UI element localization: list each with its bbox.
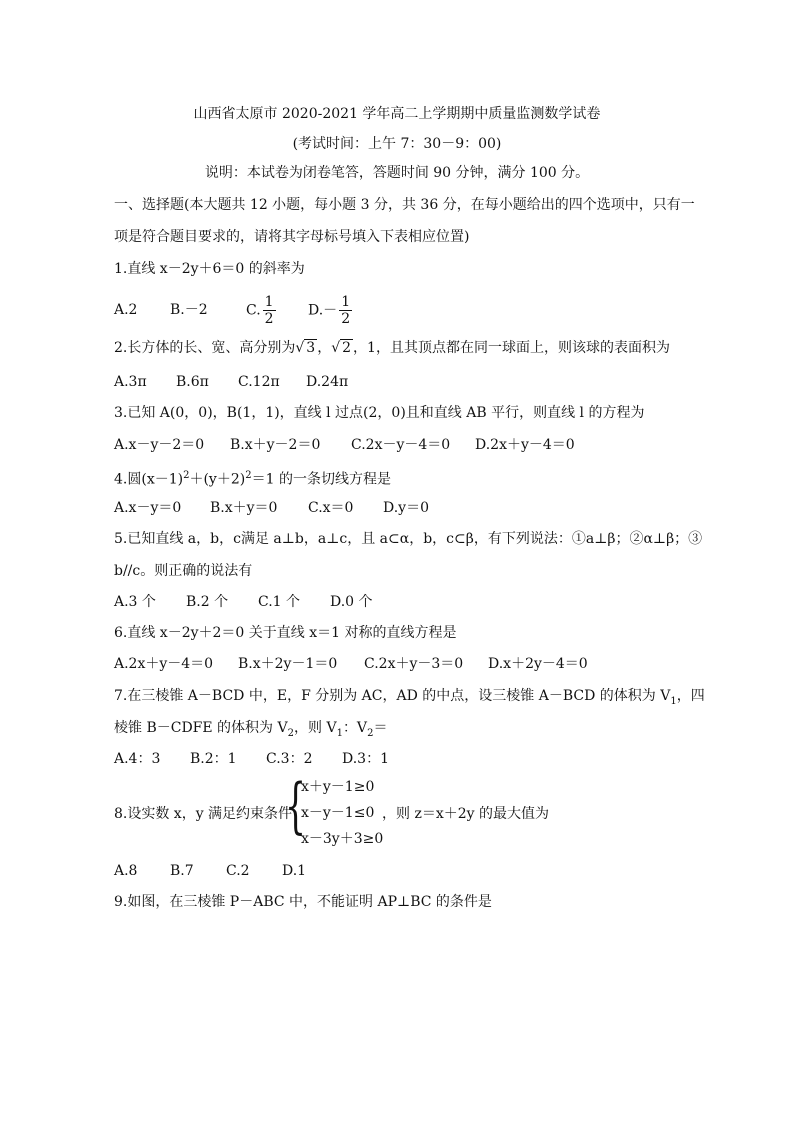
q2-options xyxy=(114,372,348,392)
sqrt-2: √ 2 xyxy=(331,340,352,356)
subscript: 2 xyxy=(367,727,374,739)
q2-option-d: D.24π xyxy=(306,374,349,390)
superscript: 2 xyxy=(183,470,190,481)
q5-option-d: D.0 个 xyxy=(330,594,373,610)
q1-option-b: B.－2 xyxy=(170,302,208,318)
q5-stem-line2: b//c。则正确的说法有 xyxy=(114,563,253,579)
fraction-denominator: 2 xyxy=(264,310,274,327)
q1-option-d xyxy=(308,294,354,327)
q8-constraint-system xyxy=(285,771,384,848)
q1-options xyxy=(114,292,354,328)
q1-option-a: A.2 xyxy=(114,302,138,318)
q9-stem: 9.如图，在三棱锥 P－ABC 中，不能证明 AP⊥BC 的条件是 xyxy=(114,894,492,910)
q5-option-b: B.2 个 xyxy=(186,594,229,610)
q1-option-c-fraction xyxy=(263,294,276,327)
q2-option-b: B.6π xyxy=(176,374,209,390)
q3-option-c: C.2x－y－4＝0 xyxy=(351,437,451,453)
section-heading-line2: 项是符合题目要求的，请将其字母标号填入下表相应位置) xyxy=(114,229,470,245)
q2-stem-post: ，1，且其顶点都在同一球面上，则该球的表面积为 xyxy=(353,340,670,356)
q1-option-c xyxy=(246,294,308,327)
q4-stem xyxy=(114,466,391,490)
q6-option-a: A.2x＋y－4＝0 xyxy=(114,656,214,672)
section-heading-line1: 一、选择题(本大题共 12 小题，每小题 3 分，共 36 分，在每小题给出的四个选项中，只有一 xyxy=(114,197,695,213)
constraint-3: x－3y＋3≥0 xyxy=(301,831,384,847)
q8-stem-post: ，则 z＝x＋2y 的最大值为 xyxy=(382,806,549,822)
q8-option-b: B.7 xyxy=(170,863,194,879)
q8-option-c: C.2 xyxy=(226,863,250,879)
q8-stem-pre: 8.设实数 x，y 满足约束条件 xyxy=(114,806,293,822)
q3-option-d: D.2x＋y－4＝0 xyxy=(475,437,575,453)
q4-stem-mid: ＋(y＋2) xyxy=(189,471,246,488)
q6-option-c: C.2x＋y－3＝0 xyxy=(364,656,464,672)
q1-option-d-prefix: D.－ xyxy=(308,302,338,318)
q2-option-a: A.3π xyxy=(114,374,147,390)
q7-line2-pre: 棱锥 B－CDFE 的体积为 V xyxy=(114,720,288,736)
q3-stem: 3.已知 A(0，0)，B(1，1)，直线 l 过点(2，0)且和直线 AB 平行，则直线 l 的方程为 xyxy=(114,405,645,421)
superscript: 2 xyxy=(245,470,252,481)
q4-options xyxy=(114,498,429,518)
q7-line2-mid2: ：V xyxy=(342,720,368,736)
q7-stem-line1 xyxy=(114,686,705,712)
exam-note: 说明：本试卷为闭卷笔答，答题时间 90 分钟，满分 100 分。 xyxy=(204,165,590,181)
q2-stem xyxy=(114,338,670,358)
fraction-denominator: 2 xyxy=(341,310,351,327)
q1-option-c-prefix: C. xyxy=(246,302,261,318)
q4-option-d: D.y＝0 xyxy=(383,500,429,516)
q8-option-a: A.8 xyxy=(114,863,138,879)
q4-stem-pre: 4.圆(x－1) xyxy=(114,471,184,488)
q2-stem-pre: 2.长方体的长、宽、高分别为 xyxy=(114,340,296,356)
q7-line1-pre: 7.在三棱锥 A－BCD 中，E，F 分别为 AC，AD 的中点，设三棱锥 A－BCD 的体积为 V xyxy=(114,688,671,704)
q2-separator: ， xyxy=(317,340,332,356)
sqrt-3: √ 3 xyxy=(295,340,316,356)
q7-option-b: B.2：1 xyxy=(190,751,237,767)
left-brace-icon: { xyxy=(285,771,307,841)
q6-options xyxy=(114,654,588,674)
constraint-2: x－y－1≤0 xyxy=(301,805,375,821)
q7-option-d: D.3：1 xyxy=(342,751,389,767)
subscript: 1 xyxy=(670,695,677,707)
q5-option-a: A.3 个 xyxy=(114,594,156,610)
q6-stem: 6.直线 x－2y＋2＝0 关于直线 x＝1 对称的直线方程是 xyxy=(114,625,457,641)
q4-stem-post: ＝1 的一条切线方程是 xyxy=(251,471,391,488)
q3-option-a: A.x－y－2＝0 xyxy=(114,437,205,453)
q8-options xyxy=(114,861,306,881)
q5-option-c: C.1 个 xyxy=(258,594,301,610)
fraction-numerator: 1 xyxy=(264,293,274,310)
q3-options xyxy=(114,435,575,455)
q4-option-b: B.x＋y＝0 xyxy=(210,500,278,516)
q3-option-b: B.x＋y－2＝0 xyxy=(230,437,321,453)
q5-stem-line1: 5.已知直线 a，b，c满足 a⊥b，a⊥c，且 a⊂α，b，c⊂β，有下列说法：①a⊥β；②α⊥β；③ xyxy=(114,531,703,547)
q6-option-b: B.x＋2y－1＝0 xyxy=(238,656,338,672)
q2-option-c: C.12π xyxy=(238,374,280,390)
q1-option-d-fraction xyxy=(339,294,352,327)
q7-line2-mid: ，则 V xyxy=(294,720,337,736)
exam-time: (考试时间：上午 7：30－9：00) xyxy=(292,136,502,152)
q5-options xyxy=(114,592,373,612)
q1-stem: 1.直线 x－2y＋6＝0 的斜率为 xyxy=(114,261,305,277)
q7-option-a: A.4：3 xyxy=(114,751,161,767)
page-title: 山西省太原市 2020-2021 学年高二上学期期中质量监测数学试卷 xyxy=(193,106,601,122)
q8-option-d: D.1 xyxy=(282,863,307,879)
q4-option-c: C.x＝0 xyxy=(308,500,354,516)
constraint-1: x＋y－1≥0 xyxy=(301,779,375,795)
radicand: 3 xyxy=(306,340,316,356)
q7-option-c: C.3：2 xyxy=(266,751,313,767)
q6-option-d: D.x＋2y－4＝0 xyxy=(488,656,588,672)
constraint-rows xyxy=(301,776,383,848)
subscript: 1 xyxy=(336,727,343,739)
radicand: 2 xyxy=(342,340,352,356)
q4-option-a: A.x－y＝0 xyxy=(114,500,182,516)
subscript: 2 xyxy=(287,727,294,739)
fraction-numerator: 1 xyxy=(341,293,351,310)
q7-options xyxy=(114,749,389,769)
q7-line1-post: ，四 xyxy=(676,688,705,704)
q7-stem-line2 xyxy=(114,718,387,744)
q7-line2-post: ＝ xyxy=(373,720,388,736)
